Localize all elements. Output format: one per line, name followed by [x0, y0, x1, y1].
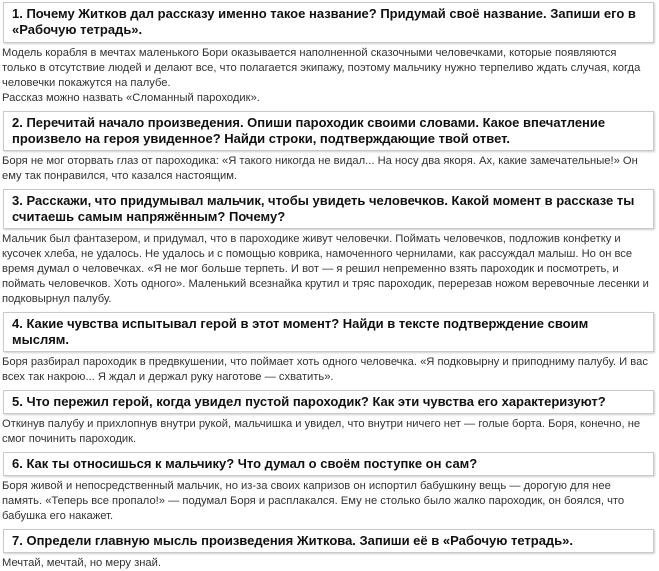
question-heading-2: 2. Перечитай начало произведения. Опиши пароходик своими словами. Какое впечатление произвело на героя увиденное? Найди строки, подтверждающие твой ответ.	[3, 111, 654, 151]
answer-paragraph: Боря живой и непосредственный мальчик, но из-за своих капризов он испортил бабушкину вещь — дорогую для нее память. «Теперь все пропало!» — подумал Боря и расплакался. Ему не столько было жалко пароходик, он боялся, что бабушка его накажет.	[2, 480, 625, 522]
answer-paragraph: Мальчик был фантазером, и придумал, что в пароходике живут человечки. Поймать человечков, подложив конфетку и кусочек хлеба, не удалось. Не удалось и с помощью коврика, намоченного чернилами, как рассуждал малыш. Но он все время думал о человечках. «Я не мог больше терпеть. И вот — я решил непременно взять пароходик и посмотреть, и поймать человечков. Хоть одного». Маленький всезнайка крутил и тряс пароходик, перерезав ножом веревочные лесенки и подковырнул палубу.	[2, 233, 649, 305]
answer-paragraph: Мечтай, мечтай, но меру знай.	[2, 557, 161, 569]
question-section-2	[0, 111, 659, 184]
answer-text-4	[2, 355, 653, 385]
answer-paragraph: Модель корабля в мечтах маленького Бори оказывается наполненной сказочными человечками, которые появляются только в отсутствие людей и делают все, что полагается экипажу, поэтому мальчику нужно терпеливо ждать случая, когда человечки покажутся на палубе.	[2, 47, 641, 89]
question-heading-7: 7. Определи главную мысль произведения Житкова. Запиши её в «Рабочую тетрадь».	[3, 529, 654, 553]
question-section-4	[0, 312, 659, 385]
answer-paragraph: Боря разбирал пароходик в предвкушении, что поймает хоть одного человечка. «Я подковырну и приподниму палубу. И вас всех так накрою... Я ждал и держал руку наготове — схватить».	[2, 356, 648, 383]
answer-paragraph: Боря не мог оторвать глаз от пароходика: «Я такого никогда не видал... На носу два якоря. Ах, какие замечательные!» Он ему так понравился, что казался настоящим.	[2, 155, 638, 182]
question-section-7	[0, 529, 659, 571]
answer-text-7	[2, 556, 653, 571]
question-heading-3: 3. Расскажи, что придумывал мальчик, чтобы увидеть человечков. Какой момент в рассказе ты считаешь самым напряжённым? Почему?	[3, 189, 654, 229]
answer-text-3	[2, 232, 653, 307]
question-section-3	[0, 189, 659, 307]
question-heading-1: 1. Почему Житков дал рассказу именно такое название? Придумай своё название. Запиши его в «Рабочую тетрадь».	[3, 2, 654, 43]
question-heading-6: 6. Как ты относишься к мальчику? Что думал о своём поступке он сам?	[3, 452, 654, 476]
question-section-5	[0, 390, 659, 447]
answer-paragraph: Рассказ можно назвать «Сломанный пароходик».	[2, 92, 260, 104]
question-heading-5: 5. Что пережил герой, когда увидел пустой пароходик? Как эти чувства его характеризуют?	[3, 390, 654, 414]
question-section-1	[0, 2, 659, 106]
answer-text-5	[2, 417, 653, 447]
question-section-6	[0, 452, 659, 524]
answer-text-6	[2, 479, 653, 524]
answer-text-2	[2, 154, 653, 184]
answer-paragraph: Откинув палубу и прихлопнув внутри рукой, мальчишка и увидел, что внутри ничего нет — голые борта. Боря, конечно, не смог починить пароходик.	[2, 418, 641, 445]
question-heading-4: 4. Какие чувства испытывал герой в этот момент? Найди в тексте подтверждение своим мыслям.	[3, 312, 654, 352]
answer-text-1	[2, 46, 653, 106]
